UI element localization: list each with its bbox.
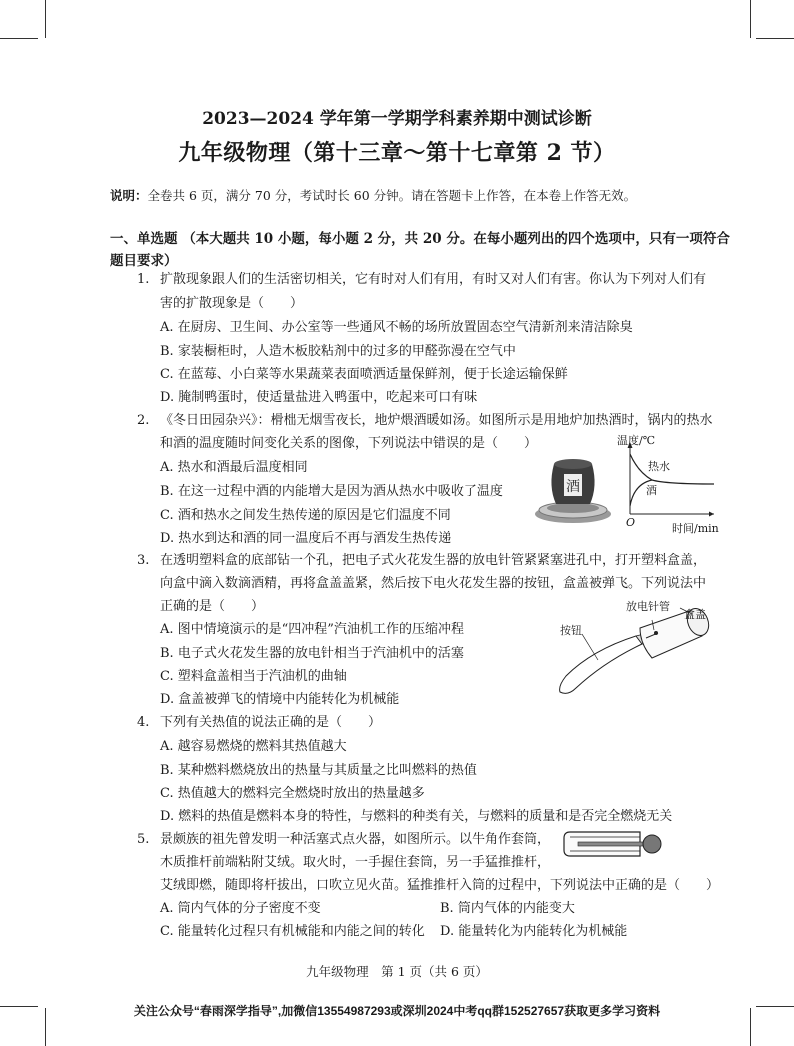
option-a: A. 热水和酒最后温度相同 — [160, 460, 308, 475]
question-stem: 扩散现象跟人们的生活密切相关，它有时对人们有用，有时又对人们有害。你认为下列对人们有 — [160, 272, 707, 287]
exam-title: 2023—2024 学年第一学期学科素养期中测试诊断 — [202, 109, 592, 129]
question-number: 5. — [137, 832, 150, 847]
wine-jar-illustration — [528, 452, 618, 528]
question-stem: 木质推杆前端粘附艾绒。取火时，一手握住套筒，另一手猛推推杆， — [160, 855, 551, 870]
label-needle: 放电针管 — [626, 600, 670, 613]
option-b: B. 某种燃料燃烧放出的热量与其质量之比叫燃料的热值 — [160, 763, 477, 778]
option-d: D. 燃料的热值是燃料本身的特性，与燃料的种类有关，与燃料的质量和是否完全燃烧无关 — [160, 809, 673, 824]
promo-banner: 关注公众号“春雨深学指导”,加微信13554987293或深圳2024中考qq群152527657获取更多学习资料 — [133, 1004, 661, 1018]
graph-origin-label: O — [626, 516, 636, 529]
option-c: C. 能量转化过程只有机械能和内能之间的转化 — [160, 924, 425, 939]
option-a: A. 在厨房、卫生间、办公室等一些通风不畅的场所放置固态空气清新剂来清洁除臭 — [160, 320, 633, 335]
option-d: D. 热水到达和酒的同一温度后不再与酒发生热传递 — [160, 531, 452, 546]
option-b: B. 电子式火花发生器的放电针相当于汽油机中的活塞 — [160, 646, 464, 661]
option-b: B. 家装橱柜时，人造木板胶粘剂中的过多的甲醛弥漫在空气中 — [160, 344, 516, 359]
question-number: 4. — [137, 715, 150, 730]
graph-x-axis-label: 时间/min — [672, 522, 719, 535]
label-button: 按钮 — [560, 624, 582, 637]
option-b: B. 筒内气体的内能变大 — [440, 901, 575, 916]
crop-mark — [756, 38, 794, 39]
question-number: 2. — [137, 413, 150, 428]
question-stem: 《冬日田园杂兴》：榾柮无烟雪夜长，地炉煨酒暖如汤。如图所示是用地炉加热酒时，锅内的热水 — [160, 413, 713, 428]
option-a: A. 图中情境演示的是“四冲程”汽油机工作的压缩冲程 — [160, 622, 464, 637]
question-stem: 害的扩散现象是（ ） — [160, 296, 304, 311]
question-stem: 向盒中滴入数滴酒精，再将盒盖盖紧，然后按下电火花发生器的按钮，盒盖被弹飞。下列说法中 — [160, 576, 707, 591]
instructions-text: 全卷共 6 页，满分 70 分，考试时长 60 分钟。请在答题卡上作答，在本卷上作答无效。 — [147, 188, 637, 203]
question-number: 1. — [137, 272, 150, 287]
hot-water-curve — [630, 454, 714, 484]
option-c: C. 热值越大的燃料完全燃烧时放出的热量越多 — [160, 786, 425, 801]
section-heading: 一、单选题 （本大题共 10 小题，每小题 2 分，共 20 分。在每小题列出的四个选项中，只有一项符合题目要求） — [110, 231, 730, 269]
instructions-label: 说明： — [110, 188, 148, 203]
crop-mark — [45, 0, 46, 38]
jar-label: 酒 — [566, 479, 580, 495]
graph-y-axis-label: 温度/℃ — [617, 434, 656, 447]
option-d: D. 盒盖被弹飞的情境中内能转化为机械能 — [160, 692, 400, 707]
option-d: D. 能量转化为内能转化为机械能 — [440, 924, 628, 939]
question-stem: 和酒的温度随时间变化关系的图像，下列说法中错误的是（ ） — [160, 436, 538, 451]
option-b: B. 在这一过程中酒的内能增大是因为酒从热水中吸收了温度 — [160, 484, 503, 499]
question-stem: 景颇族的祖先曾发明一种活塞式点火器，如图所示。以牛角作套筒， — [160, 832, 551, 847]
crop-mark — [0, 38, 38, 39]
option-a: A. 筒内气体的分子密度不变 — [160, 901, 321, 916]
graph-curve-label-hot-water: 热水 — [648, 460, 670, 473]
question-number: 3. — [137, 553, 150, 568]
instructions — [110, 186, 636, 204]
question-stem: 正确的是（ ） — [160, 599, 265, 614]
graph-curve-label-wine: 酒 — [646, 484, 657, 497]
option-c: C. 塑料盒盖相当于汽油机的曲轴 — [160, 669, 347, 684]
question-stem: 艾绒即燃，随即将杆拔出，口吹立见火苗。猛推推杆入筒的过程中，下列说法中正确的是（ ） — [160, 878, 720, 893]
option-d: D. 腌制鸭蛋时，使适量盐进入鸭蛋中，吃起来可口有味 — [160, 390, 478, 405]
piston-igniter-illustration — [560, 826, 664, 866]
option-c: C. 酒和热水之间发生热传递的原因是它们温度不同 — [160, 508, 451, 523]
option-c: C. 在蓝莓、小白菜等水果蔬菜表面喷洒适量保鲜剂，便于长途运输保鲜 — [160, 367, 568, 382]
option-a: A. 越容易燃烧的燃料其热值越大 — [160, 739, 347, 754]
page-footer: 九年级物理 第 1 页（共 6 页） — [306, 964, 488, 979]
crop-mark — [750, 0, 751, 38]
question-stem: 下列有关热值的说法正确的是（ ） — [160, 715, 382, 730]
exam-subtitle: 九年级物理（第十三章～第十七章第 2 节） — [178, 140, 616, 166]
question-stem: 在透明塑料盒的底部钻一个孔，把电子式火花发生器的放电针管紧紧塞进孔中，打开塑料盒盖， — [160, 553, 707, 568]
label-lid: 盒盖 — [684, 608, 706, 621]
